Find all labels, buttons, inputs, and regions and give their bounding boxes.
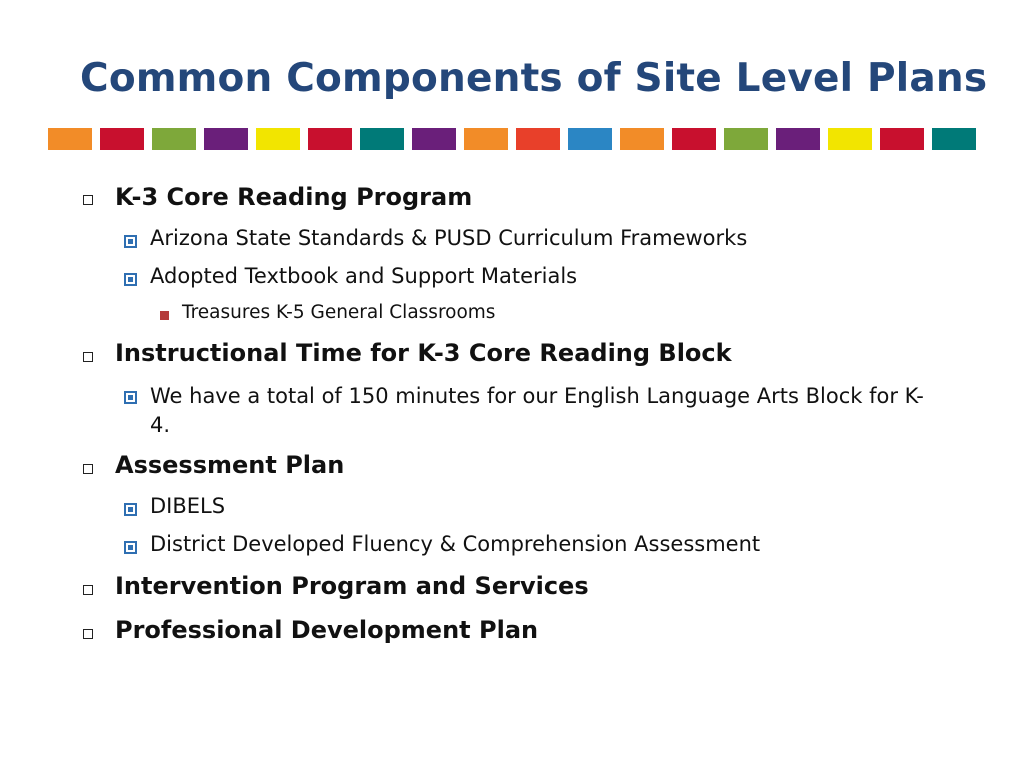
- bullet-level-2: District Developed Fluency & Comprehension Assessment: [150, 532, 761, 556]
- bullet-level-2: DIBELS: [150, 494, 226, 518]
- blue-square-bullet-icon: [124, 391, 137, 404]
- hollow-square-bullet-icon: [83, 352, 93, 362]
- blue-square-bullet-icon: [124, 235, 137, 248]
- bullet-level-1: Assessment Plan: [115, 451, 345, 479]
- slide-title: Common Components of Site Level Plans: [80, 56, 988, 101]
- hollow-square-bullet-icon: [83, 585, 93, 595]
- hollow-square-bullet-icon: [83, 629, 93, 639]
- hollow-square-bullet-icon: [83, 195, 93, 205]
- bullet-level-1: Professional Development Plan: [115, 616, 539, 644]
- bullet-level-1: Instructional Time for K-3 Core Reading Block: [115, 339, 732, 367]
- blue-square-bullet-icon: [124, 273, 137, 286]
- blue-square-bullet-icon: [124, 541, 137, 554]
- bullet-level-1: K-3 Core Reading Program: [115, 183, 473, 211]
- bullet-level-1: Intervention Program and Services: [115, 572, 589, 600]
- bullet-level-2: Adopted Textbook and Support Materials: [150, 264, 578, 288]
- hollow-square-bullet-icon: [83, 464, 93, 474]
- bullet-level-2: Arizona State Standards & PUSD Curriculum Frameworks: [150, 226, 748, 250]
- bullet-level-3: Treasures K-5 General Classrooms: [182, 302, 496, 323]
- blue-square-bullet-icon: [124, 503, 137, 516]
- bullet-level-2: We have a total of 150 minutes for our English Language Arts Block for K-4.: [150, 384, 924, 437]
- red-square-bullet-icon: [160, 311, 169, 320]
